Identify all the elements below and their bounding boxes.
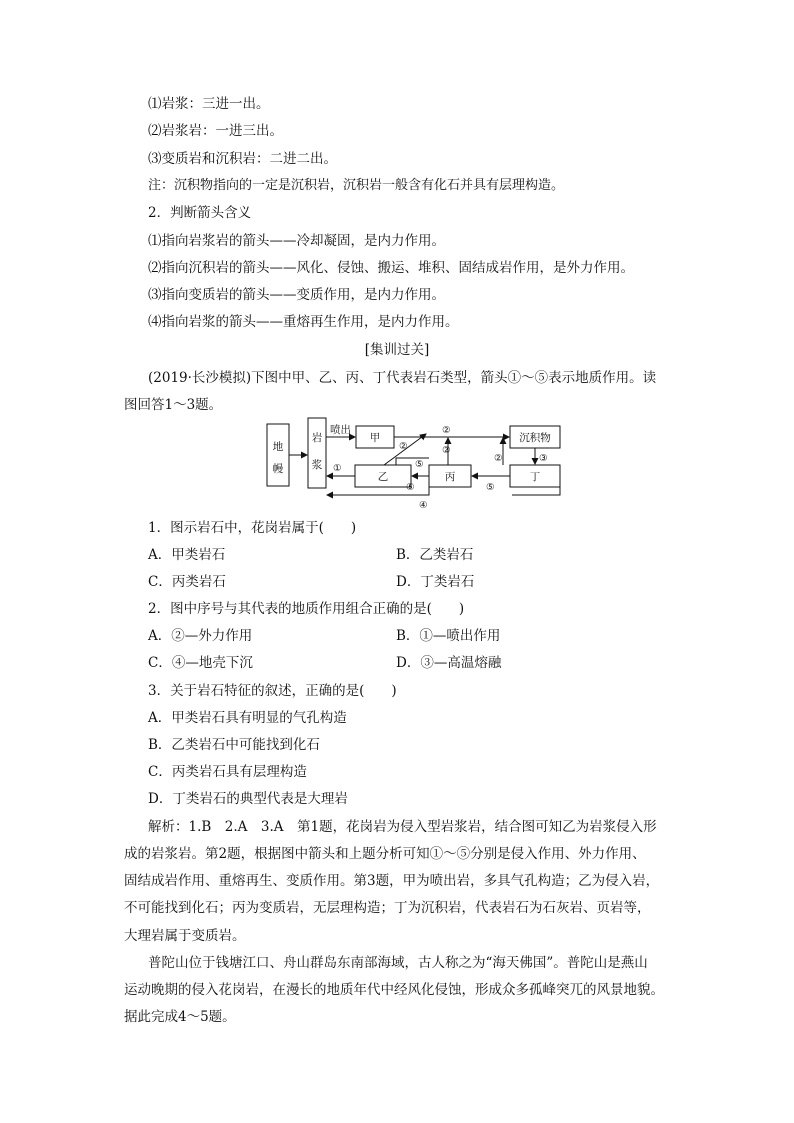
q1-option-a: A．甲类岩石 xyxy=(148,547,226,563)
label-n5-a: ⑤ xyxy=(415,459,424,470)
label-n2-d: ② xyxy=(494,453,503,464)
q3-option-a: A．甲类岩石具有明显的气孔构造 xyxy=(148,710,347,726)
label-n5-c: ⑤ xyxy=(486,482,495,493)
intro-line-1: (2019·长沙模拟)下图中甲、乙、丙、丁代表岩石类型，箭头①～⑤表示地质作用。读 xyxy=(148,370,657,386)
label-n3: ③ xyxy=(539,453,548,464)
sediment-label: 沉积物 xyxy=(519,432,551,444)
label-n2-a: ② xyxy=(399,441,408,452)
rock-cycle-diagram xyxy=(258,416,574,512)
bing-label: 丙 xyxy=(444,471,456,483)
summary-item-meta-sed: ⑶变质岩和沉积岩：二进二出。 xyxy=(148,151,337,167)
analysis-line-2: 成的岩浆岩。第2题，根据图中箭头和上题分析可知①～⑤分别是侵入作用、外力作用、 xyxy=(124,846,646,862)
q2-option-a: A．②—外力作用 xyxy=(148,628,253,644)
analysis-line-5: 大理岩属于变质岩。 xyxy=(124,928,246,944)
summary-item-magma: ⑴岩浆：三进一出。 xyxy=(148,96,270,112)
q3-option-b: B．乙类岩石中可能找到化石 xyxy=(148,737,320,753)
analysis-line-1: 解析：1.B 2.A 3.A 第1题，花岗岩为侵入型岩浆岩，结合图可知乙为岩浆侵入形 xyxy=(148,819,657,835)
jia-label: 甲 xyxy=(369,432,381,444)
q2-stem: 2．图中序号与其代表的地质作用组合正确的是( ) xyxy=(148,601,465,617)
q2-option-c: C．④—地壳下沉 xyxy=(148,655,253,671)
summary-note: 注：沉积物指向的一定是沉积岩，沉积岩一般含有化石并具有层理构造。 xyxy=(148,178,565,193)
ding-label: 丁 xyxy=(529,471,541,483)
label-n2-b: ② xyxy=(442,425,451,436)
intro-line-2: 图回答1～3题。 xyxy=(124,397,223,413)
arrow-item-1: ⑴指向岩浆岩的箭头——冷却凝固，是内力作用。 xyxy=(148,233,445,249)
magma-label-1: 岩 xyxy=(311,432,323,444)
arrow-item-2: ⑵指向沉积岩的箭头——风化、侵蚀、搬运、堆积、固结成岩作用，是外力作用。 xyxy=(148,260,634,276)
mantle-label-char-2: 幔 xyxy=(272,463,284,475)
q1-option-b: B．乙类岩石 xyxy=(396,547,474,563)
label-n4: ④ xyxy=(419,500,428,511)
arrow-item-4: ⑷指向岩浆的箭头——重熔再生作用，是内力作用。 xyxy=(148,314,459,330)
q1-option-c: C．丙类岩石 xyxy=(148,574,226,590)
q1-stem: 1．图示岩石中，花岗岩属于( ) xyxy=(148,520,357,536)
q3-stem: 3．关于岩石特征的叙述，正确的是( ) xyxy=(148,683,397,699)
label-n2-c: ② xyxy=(442,445,451,456)
eruption-label: 喷出 xyxy=(330,424,351,436)
q2-option-d: D．③—高温熔融 xyxy=(396,655,502,671)
q1-option-d: D．丁类岩石 xyxy=(396,574,475,590)
analysis-line-4: 不可能找到化石；丙为变质岩，无层理构造；丁为沉积岩，代表岩石为石灰岩、页岩等， xyxy=(124,900,651,916)
magma-label-2: 浆 xyxy=(311,459,323,471)
magma-box xyxy=(308,418,326,488)
passage-line-1: 普陀山位于钱塘江口、舟山群岛东南部海域，古人称之为“海天佛国”。普陀山是燕山 xyxy=(148,955,648,971)
q3-option-d: D．丁类岩石的典型代表是大理岩 xyxy=(148,791,348,807)
arrow-item-3: ⑶指向变质岩的箭头——变质作用，是内力作用。 xyxy=(148,287,445,303)
arrow-ding-bottom xyxy=(512,487,560,495)
mantle-box xyxy=(267,424,289,486)
summary-item-magmatic-rock: ⑵岩浆岩：一进三出。 xyxy=(148,123,283,139)
q3-option-c: C．丙类岩石具有层理构造 xyxy=(148,764,307,780)
analysis-line-3: 固结成岩作用、重熔再生、变质作用。第3题，甲为喷出岩，多具气孔构造；乙为侵入岩， xyxy=(124,873,660,889)
mantle-label-char-1: 地 xyxy=(272,441,284,453)
label-n5-b: ⑤ xyxy=(406,482,415,493)
arrow-yi-bing-top xyxy=(396,458,429,465)
passage-line-2: 运动晚期的侵入花岗岩，在漫长的地质年代中经风化侵蚀，形成众多孤峰突兀的风景地貌。 xyxy=(124,982,664,998)
q2-option-b: B．①—喷出作用 xyxy=(396,628,501,644)
label-n1: ① xyxy=(333,463,342,474)
yi-label: 乙 xyxy=(377,471,389,483)
passage-line-3: 据此完成4～5题。 xyxy=(124,1009,236,1025)
section-title: [集训过关] xyxy=(364,342,430,358)
arrow-heading: 2．判断箭头含义 xyxy=(148,205,252,221)
